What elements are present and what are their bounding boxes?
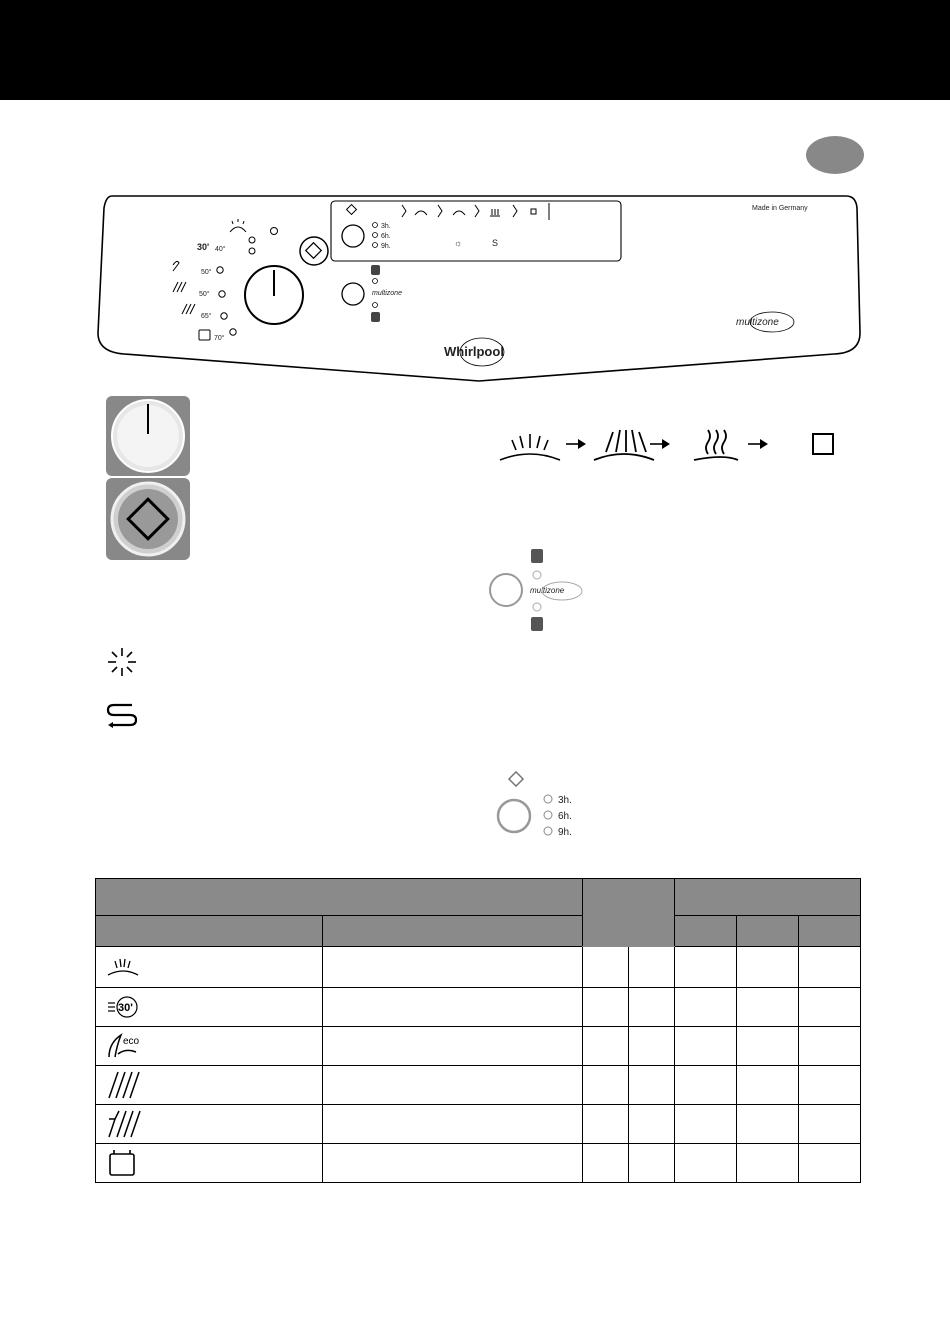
panel-delay-9: 9h. xyxy=(381,243,391,250)
normal-50-icon xyxy=(106,1068,146,1100)
phase-end-icon xyxy=(813,434,833,454)
header-bar xyxy=(0,0,950,100)
multizone-detail xyxy=(486,545,596,635)
rinse-aid-icon xyxy=(104,644,140,680)
table-row xyxy=(96,988,861,1027)
salt-icon xyxy=(104,700,140,730)
multizone-badge: multizone xyxy=(736,317,779,328)
panel-delay-6: 6h. xyxy=(381,233,391,240)
pot-70-icon xyxy=(106,1146,140,1178)
quick-30-icon xyxy=(106,991,146,1021)
svg-text:eco: eco xyxy=(123,1035,140,1047)
table-row xyxy=(96,1144,861,1183)
table-row xyxy=(96,1027,861,1066)
table-row xyxy=(96,947,861,988)
brand-logo: Whirlpool xyxy=(444,344,504,359)
multizone-detail-label: multizone xyxy=(530,586,565,595)
wash-phase-sequence xyxy=(498,420,848,476)
svg-text:30': 30' xyxy=(118,1001,133,1014)
phase-wash-icon xyxy=(594,430,654,460)
pre-wash-icon xyxy=(106,951,140,981)
table-subheader-1 xyxy=(96,916,323,947)
panel-multizone-label: multizone xyxy=(372,290,402,297)
table-subheader-5 xyxy=(799,916,861,947)
panel-salt-icon: S xyxy=(492,238,499,248)
delay-detail-9: 9h. xyxy=(558,827,572,838)
panel-rinse-aid-icon: ☼ xyxy=(454,238,463,248)
delay-detail xyxy=(492,770,592,840)
table-row xyxy=(96,1105,861,1144)
table-subheader-3 xyxy=(675,916,737,947)
panel-temp-50a: 50° xyxy=(201,269,212,276)
panel-temp-70: 70° xyxy=(214,335,225,342)
table-header-mid xyxy=(583,879,675,947)
panel-temp-50b: 50° xyxy=(199,291,210,298)
table-subheader-2 xyxy=(323,916,583,947)
panel-temp-65: 65° xyxy=(201,313,212,320)
made-in-label: Made in Germany xyxy=(752,205,808,212)
table-subheader-4 xyxy=(737,916,799,947)
start-button-icon xyxy=(106,478,190,560)
program-table xyxy=(95,878,861,1183)
table-header-program xyxy=(96,879,583,916)
control-panel xyxy=(94,188,864,388)
phase-prewash-icon xyxy=(500,434,560,460)
eco-icon xyxy=(106,1030,146,1060)
intensive-65-icon xyxy=(106,1107,146,1139)
phase-dry-icon xyxy=(694,430,738,460)
panel-temp-40: 40° xyxy=(215,246,226,253)
table-row xyxy=(96,1066,861,1105)
language-tab-marker xyxy=(806,136,864,174)
panel-quick-label: 30' xyxy=(197,242,210,252)
delay-detail-6: 6h. xyxy=(558,811,572,822)
delay-detail-3: 3h. xyxy=(558,795,572,806)
panel-delay-3: 3h. xyxy=(381,223,391,230)
table-header-right xyxy=(675,879,861,916)
dial-knob-icon xyxy=(106,396,190,476)
